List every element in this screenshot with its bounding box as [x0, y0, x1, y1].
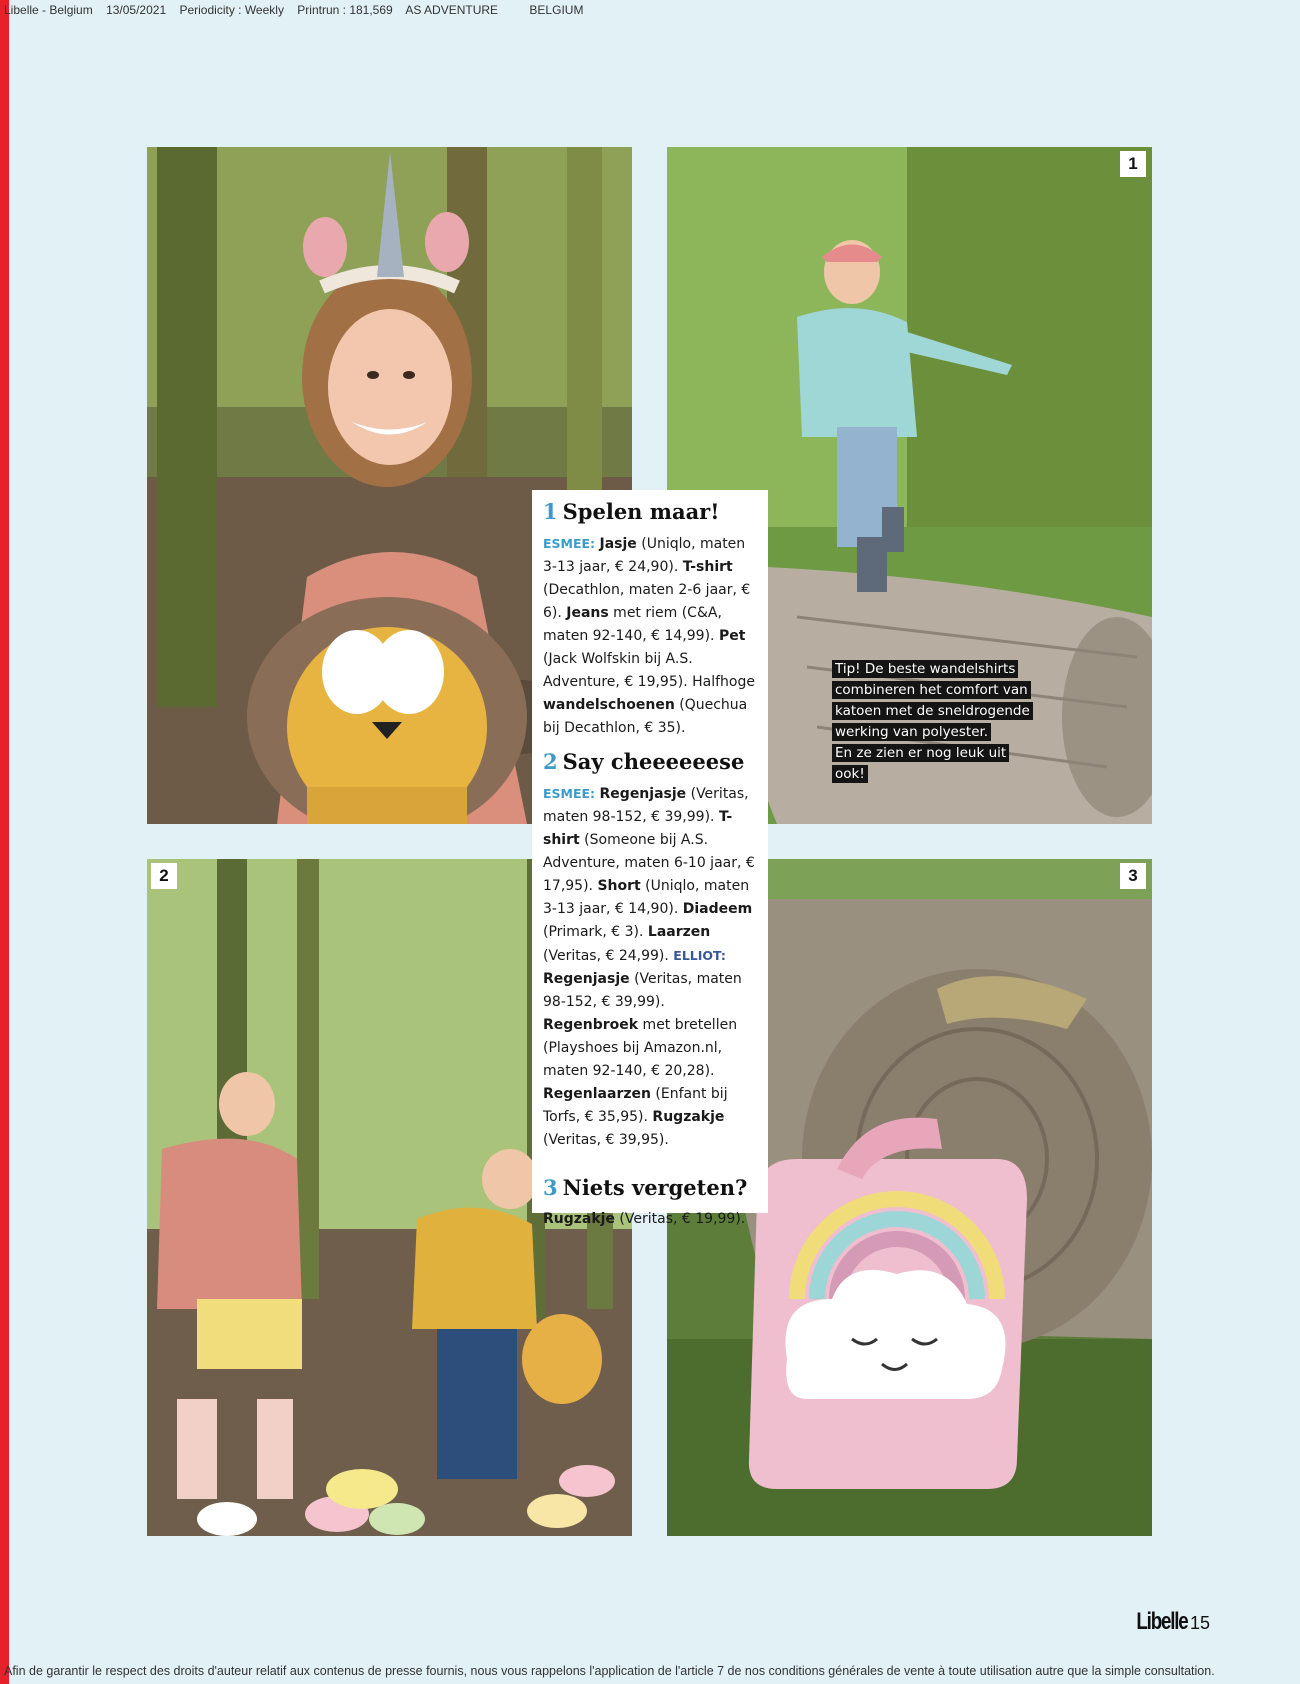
tip-line: katoen met de sneldrogende: [832, 702, 1033, 720]
section-number: 1: [543, 499, 558, 524]
item-name: Regenlaarzen: [543, 1086, 651, 1102]
item-name: Jasje: [599, 536, 637, 552]
item-details: met riem (C&A, maten 92-140, € 14,99).: [543, 605, 722, 644]
item-details: (Uniqlo, maten 3-13 jaar, € 14,90).: [543, 878, 750, 917]
item-details: (Uniqlo, maten 3-13 jaar, € 24,90).: [543, 536, 746, 575]
section-heading: [543, 748, 758, 776]
tip-line: En ze zien er nog leuk uit ook!: [832, 744, 1009, 783]
section-title: Say cheeeeeese: [562, 749, 745, 774]
item-details: met bretellen (Playshoes bij Amazon.nl, maten 92-140, € 20,28).: [543, 1017, 738, 1079]
product-credits-panel: [532, 490, 768, 1227]
publication-date: 13/05/2021: [106, 3, 167, 17]
periodicity: Periodicity : Weekly: [179, 3, 284, 17]
client-name: AS ADVENTURE: [405, 3, 499, 17]
item-name: Pet: [718, 628, 746, 644]
item-name: Rugzakje: [543, 1211, 615, 1227]
section-body: [543, 532, 758, 740]
item-name: T-shirt: [682, 559, 733, 575]
item-details: (Quechua bij Decathlon, € 35).: [543, 697, 748, 736]
person-label: ESMEE:: [543, 786, 596, 801]
item-name: T-shirt: [543, 809, 733, 848]
page-number: 15: [1189, 1613, 1210, 1633]
section-number: 3: [543, 1175, 558, 1200]
section-body: [543, 1208, 758, 1231]
person-label: ELLIOT:: [673, 948, 726, 963]
section-body: [543, 782, 758, 1152]
publication-name: Libelle - Belgium: [4, 3, 93, 17]
item-name: wandelschoenen: [543, 697, 675, 713]
item-details: (Veritas, € 39,95).: [543, 1132, 669, 1148]
page-folio: [1122, 1608, 1210, 1636]
section-number: 2: [543, 749, 558, 774]
tip-line: werking van polyester.: [832, 723, 991, 741]
country: BELGIUM: [529, 3, 584, 17]
person-label: ESMEE:: [543, 536, 596, 551]
item-details: (Veritas, € 19,99).: [614, 1211, 746, 1227]
item-details: (Veritas, maten 98-152, € 39,99).: [543, 971, 742, 1010]
left-edge-bar: [0, 0, 9, 1684]
item-details: (Decathlon, maten 2-6 jaar, € 6).: [543, 582, 751, 621]
photo-number-badge: 3: [1120, 863, 1146, 889]
item-name: Regenbroek: [543, 1017, 639, 1033]
item-name: Regenjasje: [599, 786, 687, 802]
printrun: Printrun : 181,569: [297, 3, 393, 17]
item-name: Laarzen: [647, 924, 711, 940]
tip-caption: [832, 659, 1042, 785]
section-title: Niets vergeten?: [562, 1175, 748, 1200]
item-details: (Enfant bij Torfs, € 35,95).: [543, 1086, 728, 1125]
tip-line: Tip! De beste wandelshirts: [832, 660, 1018, 678]
copyright-notice: Afin de garantir le respect des droits d'auteur relatif aux contenus de presse fournis, nous vous rappelons l'application de l'article 7 de nos conditions générales de vente à toute utilisation autre que la simple consultation.: [4, 1664, 1215, 1678]
photo-number-badge: 2: [151, 863, 177, 889]
item-details: (Jack Wolfskin bij A.S. Adventure, € 19,95). Halfhoge: [543, 651, 755, 690]
item-name: Short: [597, 878, 641, 894]
item-name: Rugzakje: [652, 1109, 725, 1125]
item-details: (Veritas, € 24,99).: [543, 948, 669, 964]
item-name: Regenjasje: [543, 971, 630, 987]
item-name: Diadeem: [682, 901, 753, 917]
item-details: (Someone bij A.S. Adventure, maten 6-10 jaar, € 17,95).: [543, 832, 755, 894]
magazine-logo: Libelle: [1136, 1608, 1188, 1635]
clipping-header: [4, 3, 593, 19]
photo-number-badge: 1: [1120, 151, 1146, 177]
section-title: Spelen maar!: [562, 499, 720, 524]
item-details: (Veritas, maten 98-152, € 39,99).: [543, 786, 749, 825]
item-name: Jeans: [566, 605, 609, 621]
tip-line: combineren het comfort van: [832, 681, 1031, 699]
item-details: (Primark, € 3).: [543, 924, 648, 940]
section-heading: [543, 498, 758, 526]
section-heading: [543, 1174, 758, 1202]
